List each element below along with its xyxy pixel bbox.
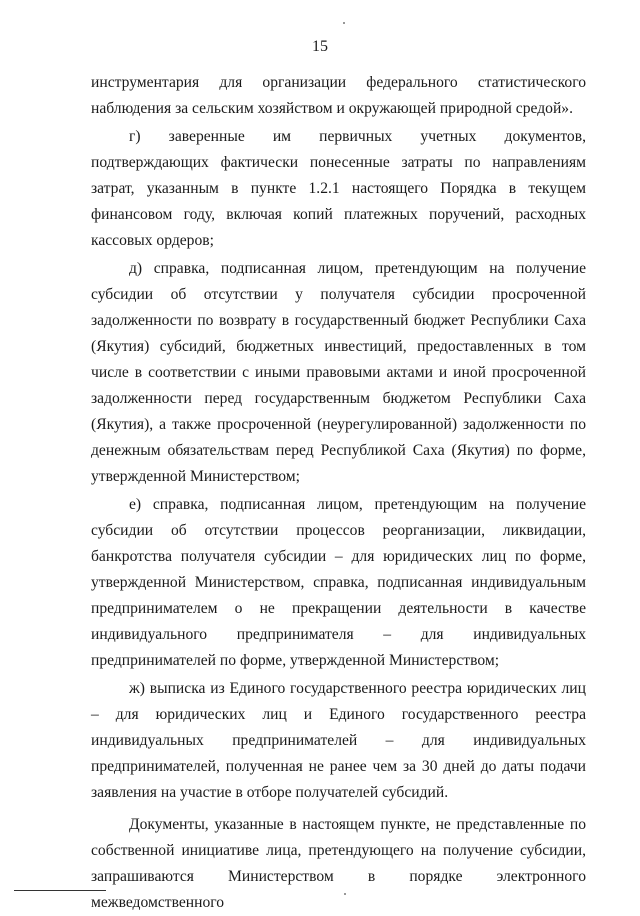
paragraph-item-e: е) справка, подписанная лицом, претендующим на получение субсидии об отсутствии процессов реорганизации, ликвидации, банкротства получателя субсидии – для юридических лиц по форме, утвержденной Министерством, справка, подписанная индивидуальным предпринимателем о не прекращении деятельности в качестве индивидуального предпринимателя – для индивидуальных предпринимателей по форме, утвержденной Министерством; — [91, 496, 586, 669]
paragraph-documents: Документы, указанные в настоящем пункте, не представленные по собственной инициативе лица, претендующего на получение субсидии, запрашиваются Министерством в порядке электронного межведомственного — [91, 816, 586, 911]
paragraph-item-g: г) заверенные им первичных учетных документов, подтверждающих фактически понесенные затраты по направлениям затрат, указанным в пункте 1.2.1 настоящего Порядка в текущем финансовом году, включая копий платежных поручений, расходных кассовых ордеров; — [91, 128, 586, 249]
paragraph-item-d: д) справка, подписанная лицом, претендующим на получение субсидии об отсутствии у получателя субсидии просроченной задолженности по возврату в государственный бюджет Республики Саха (Якутия) субсидий, бюджетных инвестиций, предоставленных в том числе в соответствии с иными правовыми актами и иной просроченной задолженности перед государственным бюджетом Республики Саха (Якутия), а также просроченной (неурегулированной) задолженности по денежным обязательствам перед Республикой Саха (Якутия) по форме, утвержденной Министерством; — [91, 260, 586, 485]
scan-speck — [344, 893, 346, 895]
page-number: 15 — [312, 38, 328, 55]
scan-speck — [343, 22, 345, 24]
document-body — [91, 70, 586, 916]
footnote-rule — [14, 890, 106, 891]
paragraph-item-zh: ж) выписка из Единого государственного реестра юридических лиц – для юридических лиц и Единого государственного реестра индивидуальных предпринимателей – для индивидуальных предпринимателей, полученная не ранее чем за 30 дней до даты подачи заявления на участие в отборе получателей субсидий. — [91, 680, 586, 801]
paragraph-continuation: инструментария для организации федерального статистического наблюдения за сельским хозяйством и окружающей природной средой». — [91, 74, 586, 117]
